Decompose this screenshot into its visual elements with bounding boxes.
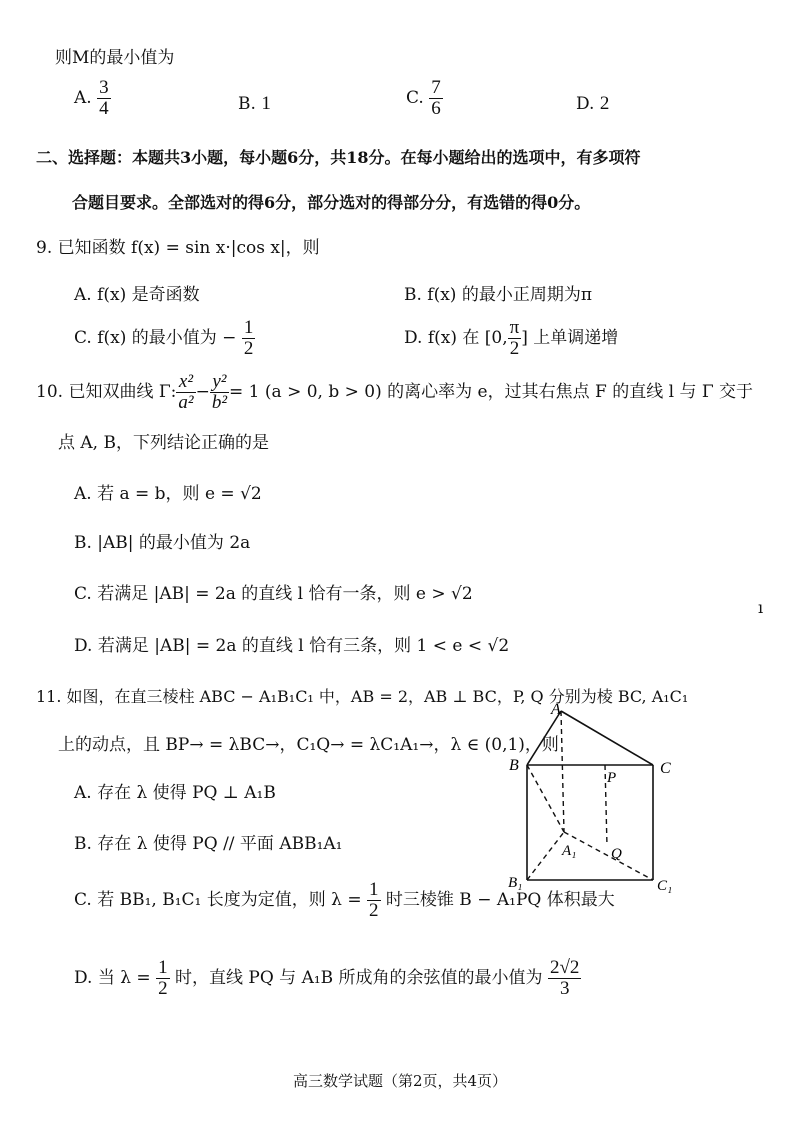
prism-figure bbox=[505, 700, 695, 895]
q10-option-a: A. 若 a = b，则 e = √2 bbox=[74, 484, 262, 504]
section2-line2: 合题目要求。全部选对的得6分，部分选对的得部分分，有选错的得0分。 bbox=[72, 193, 591, 212]
label-a1: A₁ bbox=[562, 843, 577, 859]
label-a: A bbox=[551, 701, 561, 718]
q11-option-c: C. 若 BB₁, B₁C₁ 长度为定值，则 λ = $\frac{1}{2}$ 时三棱锥 B − A₁PQ 体积最大 bbox=[74, 879, 615, 921]
edge-ac bbox=[561, 711, 653, 765]
q8-option-d: D. 2 bbox=[576, 93, 610, 114]
q8-option-a: A. $\frac{3}{4}$ bbox=[74, 77, 109, 119]
edge-b1a1-hidden bbox=[527, 832, 564, 880]
q11-stem-line2: 上的动点，且 BP→ = λBC→，C₁Q→ = λC₁A₁→，λ ∈ (0,1)，则 bbox=[58, 735, 559, 755]
page-footer: 高三数学试题（第2页，共4页） bbox=[292, 1072, 508, 1090]
stray-mark: ı bbox=[758, 598, 764, 617]
label-q: Q bbox=[611, 846, 622, 862]
q9-option-a: A. f(x) 是奇函数 bbox=[74, 285, 200, 305]
label-p: P bbox=[607, 770, 617, 786]
edge-aa1-hidden bbox=[561, 711, 564, 832]
q10-stem: 10. 已知双曲线 Γ: $\frac{\text{x²}}{\text{a²}}$ − $\frac{\text{y²}}{\text{b²}}$ = 1 (a > 0, b > 0) 的离心率为 e，过其右焦点 F 的直线 l 与 Γ 交于 bbox=[36, 371, 754, 413]
section2-line1: 二、选择题：本题共3小题，每小题6分，共18分。在每小题给出的选项中，有多项符 bbox=[36, 148, 641, 167]
label-b: B bbox=[509, 757, 519, 774]
edge-ba bbox=[527, 711, 561, 765]
segment-ba1-hidden bbox=[527, 765, 564, 832]
q9-option-b: B. f(x) 的最小正周期为π bbox=[404, 285, 593, 305]
q10-option-d: D. 若满足 |AB| = 2a 的直线 l 恰有三条，则 1 < e < √2 bbox=[74, 636, 510, 656]
q8-option-c: C. $\frac{7}{6}$ bbox=[406, 77, 441, 119]
q10-option-b: B. |AB| 的最小值为 2a bbox=[74, 533, 251, 553]
q11-option-d: D. 当 λ = $\frac{1}{2}$ 时，直线 PQ 与 A₁B 所成角的余弦值的最小值为 $\frac{2√2}{3}$ bbox=[74, 957, 580, 999]
q9-option-d: D. f(x) 在 [0, $\frac{\pi}{2}$ ] 上单调递增 bbox=[404, 317, 619, 359]
q11-stem: 11. 如图，在直三棱柱 ABC − A₁B₁C₁ 中，AB = 2，AB ⊥ BC，P, Q 分别为棱 BC, A₁C₁ bbox=[36, 687, 689, 706]
q9-option-c: C. f(x) 的最小值为 − $\frac{1}{2}$ bbox=[74, 317, 254, 359]
q9-stem: 9. 已知函数 f(x) = sin x·|cos x|，则 bbox=[36, 238, 320, 258]
label-c1: C₁ bbox=[657, 878, 673, 894]
label-c: C bbox=[660, 760, 671, 777]
q10-option-c: C. 若满足 |AB| = 2a 的直线 l 恰有一条，则 e > √2 bbox=[74, 584, 473, 604]
q8-option-b: B. 1 bbox=[238, 93, 271, 114]
edge-a1c1-hidden bbox=[564, 832, 653, 880]
q8-stem: 则M的最小值为 bbox=[55, 48, 175, 68]
label-b1: B₁ bbox=[508, 875, 523, 891]
q11-option-a: A. 存在 λ 使得 PQ ⊥ A₁B bbox=[74, 783, 276, 803]
q10-stem-line2: 点 A, B，下列结论正确的是 bbox=[58, 433, 269, 453]
q11-option-b: B. 存在 λ 使得 PQ // 平面 ABB₁A₁ bbox=[74, 834, 343, 854]
